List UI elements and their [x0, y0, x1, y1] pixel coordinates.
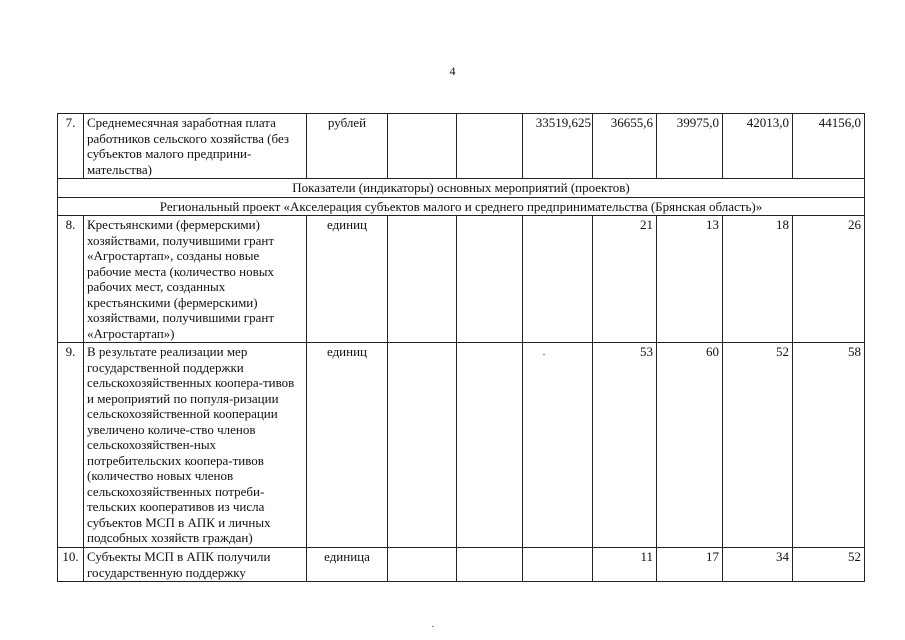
indicator-name: Крестьянскими (фермерскими) хозяйствами, получившими грант «Агростартап», созданы новые рабочие места (количество новых рабочих мест, созданных крестьянскими (фермерскими) хозяйствами, получившими грант «Агростартап»)	[84, 216, 307, 343]
value-cell-1	[388, 216, 457, 343]
project-heading-row	[58, 197, 865, 216]
value-cell-3	[523, 343, 593, 548]
value-cell-1	[388, 548, 457, 582]
value-cell-6: 42013,0	[723, 114, 793, 179]
value-cell-5: 39975,0	[657, 114, 723, 179]
unit-cell: единиц	[307, 216, 388, 343]
table-row-7	[58, 114, 865, 179]
value-cell-3: 33519,625	[523, 114, 593, 179]
value-cell-5: 60	[657, 343, 723, 548]
value-cell-7: 58	[793, 343, 865, 548]
value-cell-2	[457, 548, 523, 582]
unit-cell: рублей	[307, 114, 388, 179]
scan-speck	[543, 354, 545, 355]
value-cell-4: 53	[593, 343, 657, 548]
value-cell-5: 17	[657, 548, 723, 582]
table-row-9	[58, 343, 865, 548]
unit-cell: единиц	[307, 343, 388, 548]
value-cell-1	[388, 343, 457, 548]
unit-cell: единица	[307, 548, 388, 582]
table-row-10	[58, 548, 865, 582]
table-row-8	[58, 216, 865, 343]
value-cell-6: 18	[723, 216, 793, 343]
row-number: 10.	[58, 548, 84, 582]
row-number: 8.	[58, 216, 84, 343]
value-cell-3	[523, 216, 593, 343]
value-cell-7: 26	[793, 216, 865, 343]
value-cell-2	[457, 114, 523, 179]
value-cell-3	[523, 548, 593, 582]
indicator-name: В результате реализации мер государственной поддержки сельскохозяйственных коопера-тивов и мероприятий по популя-ризации сельскохозяйственной кооперации увеличено количе-ство членов сельскохозяйствен-ных потребительских коопера-тивов (количество новых членов сельскохозяйственных потреби-тельских кооперативов из числа субъектов МСП в АПК и личных подсобных хозяйств граждан)	[84, 343, 307, 548]
page-number: 4	[449, 64, 456, 78]
value-cell-5: 13	[657, 216, 723, 343]
value-cell-4: 36655,6	[593, 114, 657, 179]
value-cell-7: 52	[793, 548, 865, 582]
row-number: 7.	[58, 114, 84, 179]
value-cell-2	[457, 216, 523, 343]
value-cell-1	[388, 114, 457, 179]
indicator-name: Субъекты МСП в АПК получили государственную поддержку	[84, 548, 307, 582]
project-heading: Региональный проект «Акселерация субъектов малого и среднего предпринимательства (Брянская область)»	[58, 197, 865, 216]
value-cell-7: 44156,0	[793, 114, 865, 179]
value-cell-6: 52	[723, 343, 793, 548]
indicator-name: Среднемесячная заработная плата работников сельского хозяйства (без субъектов малого предприни-мательства)	[84, 114, 307, 179]
value-cell-6: 34	[723, 548, 793, 582]
indicators-table	[57, 113, 865, 582]
value-cell-4: 11	[593, 548, 657, 582]
section-heading: Показатели (индикаторы) основных мероприятий (проектов)	[58, 179, 865, 198]
value-cell-2	[457, 343, 523, 548]
section-heading-row	[58, 179, 865, 198]
row-number: 9.	[58, 343, 84, 548]
value-cell-4: 21	[593, 216, 657, 343]
scan-speck	[432, 626, 434, 627]
